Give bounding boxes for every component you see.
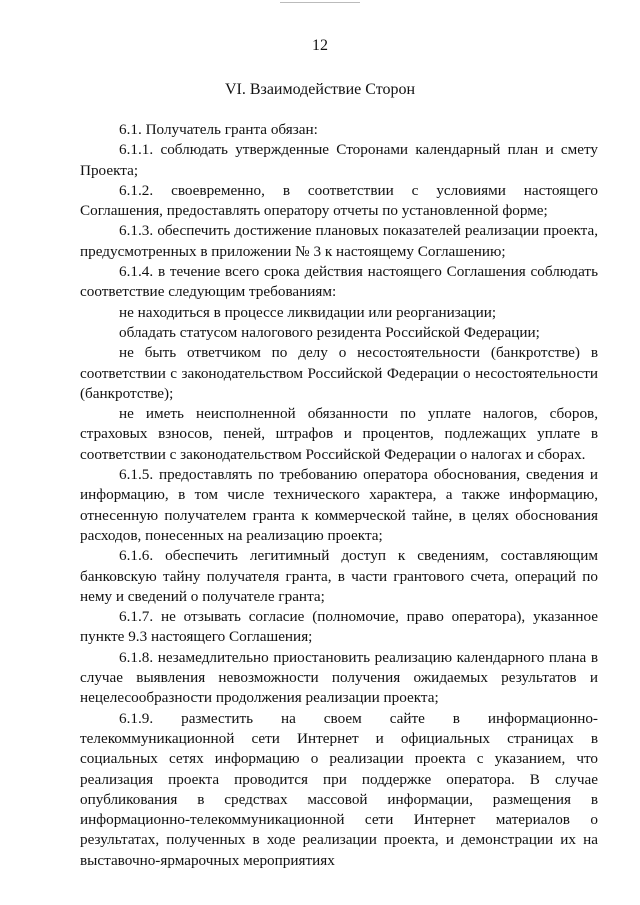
paragraph: 6.1.7. не отзывать согласие (полномочие, право оператора), указанное пункте 9.3 настоящего Соглашения; (80, 608, 598, 646)
paragraph: 6.1.9. разместить на своем сайте в информационно-телекоммуникационной сети Интернет и официальных страницах в социальных сетях информацию о реализации проекта с указанием, что реализация проекта проводится при поддержке оператора. В случае опубликования в средствах массовой информации, размещения в информационно-телекоммуникационной сети Интернет материалов о результатах, полученных в ходе реализации проекта, и демонстрации их на выставочно-ярмарочных мероприятиях (80, 709, 598, 869)
requirement-item: обладать статусом налогового резидента Российской Федерации; (119, 323, 540, 341)
paragraph: 6.1.5. предоставлять по требованию оператора обоснования, сведения и информацию, в том числе технического характера, а также информацию, отнесенную получателем гранта к коммерческой тайне, в целях обоснования расходов, понесенных на реализацию проекта; (80, 466, 598, 544)
paragraph: 6.1. Получатель гранта обязан: (119, 121, 318, 138)
paragraph: 6.1.3. обеспечить достижение плановых показателей реализации проекта, предусмотренных в приложении № 3 к настоящему Соглашению; (80, 222, 598, 260)
paragraph: 6.1.8. незамедлительно приостановить реализацию календарного плана в случае выявления невозможности получения ожидаемых результатов и нецелесообразности продолжения реализации проекта; (80, 648, 598, 707)
requirement-item: не находиться в процессе ликвидации или реорганизации; (119, 303, 497, 321)
requirement-item: не иметь неисполненной обязанности по уплате налогов, сборов, страховых взносов, пеней, штрафов и процентов, подлежащих уплате в соответствии с законодательством Российской Федерации о налогах и сборах. (80, 405, 598, 463)
document-body (80, 120, 598, 871)
paragraph: 6.1.1. соблюдать утвержденные Сторонами календарный план и смету Проекта; (80, 141, 598, 179)
section-heading: VI. Взаимодействие Сторон (224, 81, 416, 98)
scan-edge-line (280, 2, 360, 3)
paragraph: 6.1.4. в течение всего срока действия настоящего Соглашения соблюдать соответствие следующим требованиям: (80, 263, 598, 301)
paragraph: 6.1.6. обеспечить легитимный доступ к сведениям, составляющим банковскую тайну получателя гранта, в части грантового счета, операций по нему и сведений о получателе гранта; (80, 547, 598, 605)
page-number: 12 (312, 37, 328, 54)
requirement-item: не быть ответчиком по делу о несостоятельности (банкротстве) в соответствии с законодательством Российской Федерации о несостоятельности (банкротстве); (80, 344, 598, 402)
paragraph: 6.1.2. своевременно, в соответствии с условиями настоящего Соглашения, предоставлять оператору отчеты по установленной форме; (80, 181, 598, 220)
